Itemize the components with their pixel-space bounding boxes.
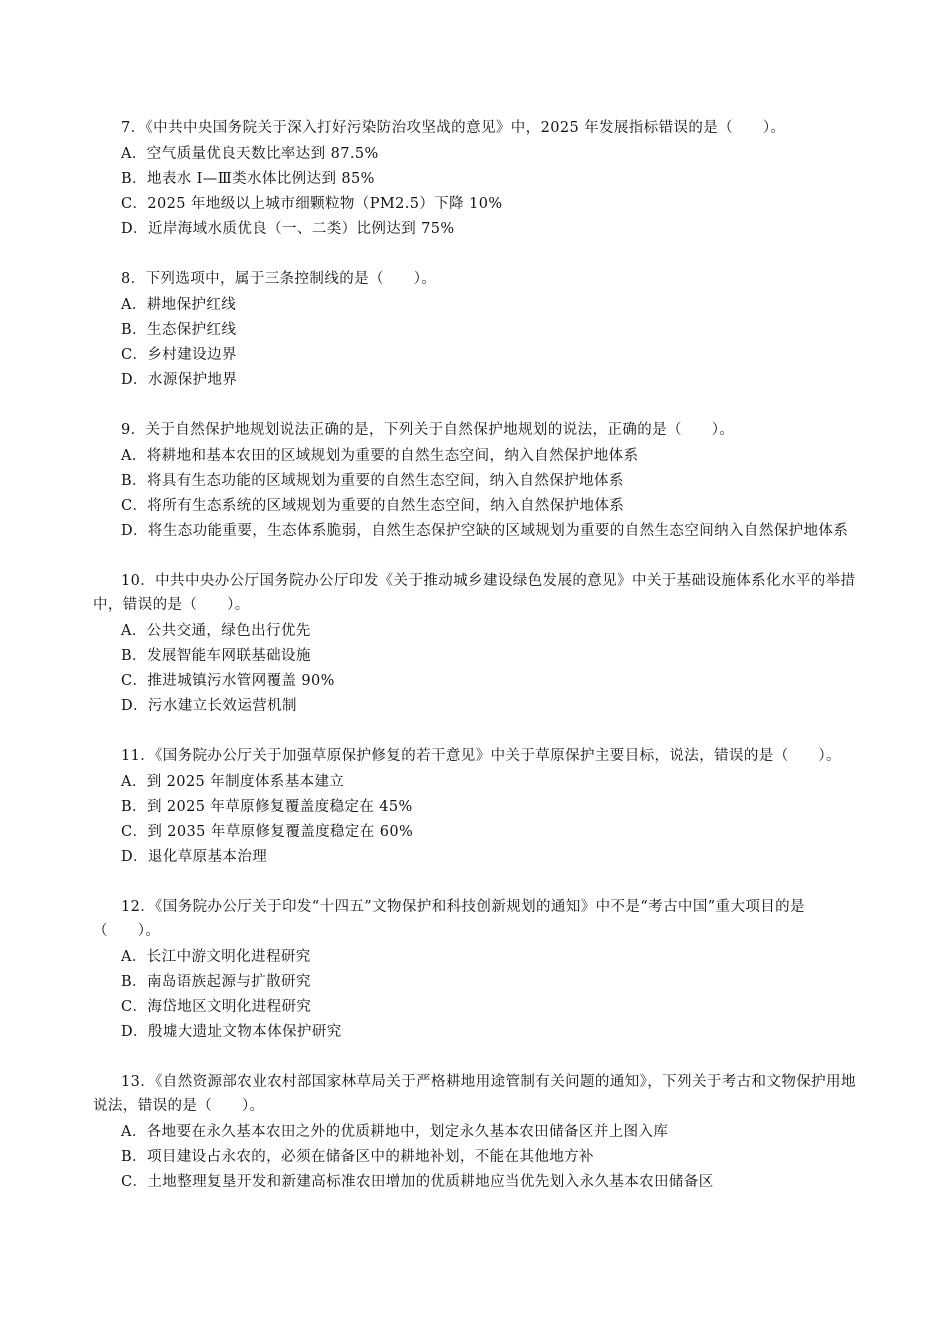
option-d: D．污水建立长效运营机制: [121, 698, 297, 714]
question-stem: 9．关于自然保护地规划说法正确的是，下列关于自然保护地规划的说法，正确的是（ ）。: [121, 422, 735, 438]
option-c: C．到 2035 年草原修复覆盖度稳定在 60%: [121, 824, 414, 840]
question-stem: 7．《中共中央国务院关于深入打好污染防治攻坚战的意见》中，2025 年发展指标错误的是（ ）。: [121, 120, 786, 136]
option-d: D．将生态功能重要，生态体系脆弱，自然生态保护空缺的区域规划为重要的自然生态空间纳入自然保护地体系: [121, 523, 849, 539]
question-stem: 10．中共中央办公厅国务院办公厅印发《关于推动城乡建设绿色发展的意见》中关于基础设施体系化水平的举措中，错误的是（ ）。: [93, 573, 856, 613]
option-b: B．将具有生态功能的区域规划为重要的自然生态空间，纳入自然保护地体系: [121, 473, 624, 489]
question-stem: 8．下列选项中，属于三条控制线的是（ ）。: [121, 271, 437, 287]
option-list: [0, 619, 950, 719]
option-b: B．发展智能车网联基础设施: [121, 648, 311, 664]
question-stem: 12．《国务院办公厅关于印发“十四五”文物保护和科技创新规划的通知》中不是“考古中国”重大项目的是（ ）。: [93, 899, 805, 939]
option-b: B．南岛语族起源与扩散研究: [121, 974, 311, 990]
option-a: A．耕地保护红线: [121, 297, 237, 313]
option-c: C．乡村建设边界: [121, 347, 237, 363]
question-9: [0, 418, 950, 544]
option-list: [0, 1120, 950, 1195]
option-a: A．空气质量优良天数比率达到 87.5%: [121, 146, 379, 162]
option-d: D．近岸海域水质优良（一、二类）比例达到 75%: [121, 221, 455, 237]
option-a: A．到 2025 年制度体系基本建立: [121, 774, 345, 790]
option-d: D．退化草原基本治理: [121, 849, 268, 865]
option-list: [0, 293, 950, 393]
option-b: B．地表水 Ⅰ—Ⅲ类水体比例达到 85%: [121, 171, 375, 187]
option-c: C．推进城镇污水管网覆盖 90%: [121, 673, 335, 689]
option-d: D．殷墟大遗址文物本体保护研究: [121, 1024, 342, 1040]
option-list: [0, 444, 950, 544]
question-10: [0, 569, 950, 719]
question-stem: 13．《自然资源部农业农村部国家林草局关于严格耕地用途管制有关问题的通知》，下列关于考古和文物保护用地说法，错误的是（ ）。: [93, 1074, 856, 1114]
option-a: A．长江中游文明化进程研究: [121, 949, 311, 965]
option-c: C．将所有生态系统的区域规划为重要的自然生态空间，纳入自然保护地体系: [121, 498, 625, 514]
option-a: A．公共交通，绿色出行优先: [121, 623, 311, 639]
question-7: [0, 116, 950, 242]
document-page: [0, 116, 950, 1220]
question-stem: 11．《国务院办公厅关于加强草原保护修复的若干意见》中关于草原保护主要目标，说法，错误的是（ ）。: [121, 748, 841, 764]
option-c: C．2025 年地级以上城市细颗粒物（PM2.5）下降 10%: [121, 196, 503, 212]
question-8: [0, 267, 950, 393]
option-list: [0, 142, 950, 242]
option-c: C．土地整理复垦开发和新建高标准农田增加的优质耕地应当优先划入永久基本农田储备区: [121, 1174, 714, 1190]
option-b: B．到 2025 年草原修复覆盖度稳定在 45%: [121, 799, 413, 815]
option-a: A．各地要在永久基本农田之外的优质耕地中，划定永久基本农田储备区并上图入库: [121, 1124, 669, 1140]
option-b: B．项目建设占永农的，必须在储备区中的耕地补划，不能在其他地方补: [121, 1149, 594, 1165]
option-list: [0, 770, 950, 870]
option-a: A．将耕地和基本农田的区域规划为重要的自然生态空间，纳入自然保护地体系: [121, 448, 639, 464]
option-d: D．水源保护地界: [121, 372, 238, 388]
question-13: [0, 1070, 950, 1195]
question-12: [0, 895, 950, 1045]
option-list: [0, 945, 950, 1045]
question-11: [0, 744, 950, 870]
option-b: B．生态保护红线: [121, 322, 237, 338]
option-c: C．海岱地区文明化进程研究: [121, 999, 312, 1015]
